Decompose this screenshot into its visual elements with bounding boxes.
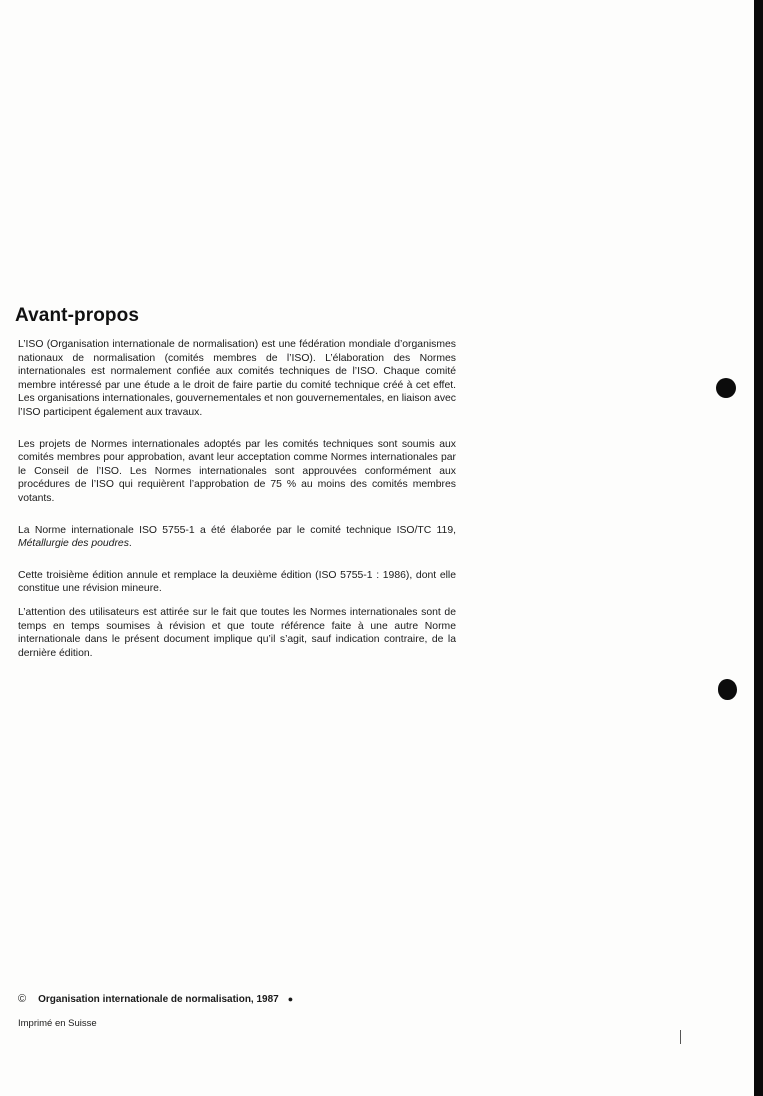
page-footer: [18, 993, 418, 1029]
punch-hole-icon: [716, 378, 736, 398]
page-title: Avant-propos: [15, 305, 139, 326]
committee-text: La Norme internationale ISO 5755-1 a été élaborée par le comité technique ISO/TC 119,: [18, 524, 456, 536]
committee-end: .: [128, 538, 132, 550]
bullet-icon: ●: [287, 994, 294, 1004]
paragraph-committee: [18, 524, 456, 551]
copyright-icon: ©: [18, 993, 27, 1005]
paragraph-approval: Les projets de Normes internationales adoptés par les comités techniques sont soumis aux comités membres pour approbation, avant leur acceptation comme Normes internationales par le Conseil de l’ISO. Les Normes internationales sont approuvées conformément aux procédures de l’ISO qui requièrent l’approbation de 75 % au moins des comités membres votants.: [18, 438, 456, 504]
paragraph-revision-notice: L’attention des utilisateurs est attirée sur le fait que toutes les Normes internationales sont de temps en temps soumises à révision et que toute référence faite à une autre Norme internationale dans le présent document implique qu’il s’agit, sauf indication contraire, de la dernière édition.: [18, 606, 456, 659]
margin-tick-mark: [680, 1030, 681, 1044]
printed-in: Imprimé en Suisse: [18, 1018, 97, 1029]
paragraph-iso-intro: L’ISO (Organisation internationale de normalisation) est une fédération mondiale d’organismes nationaux de normalisation (comités membres de l’ISO). L’élaboration des Normes internationales est normalement confiée aux comités techniques de l’ISO. Chaque comité membre intéressé par une étude a le droit de faire partie du comité technique créé à cet effet. Les organisations internationales, gouvernementales et non gouvernementales, en liaison avec l’ISO participent également aux travaux.: [18, 339, 456, 418]
copyright-line: [18, 993, 418, 1005]
copyright-text: Organisation internationale de normalisation, 1987: [38, 993, 279, 1005]
foreword-section: [15, 305, 456, 660]
committee-title: Métallurgie des poudres: [18, 538, 129, 550]
scan-edge-bar: [754, 0, 763, 1096]
paragraph-edition: Cette troisième édition annule et remplace la deuxième édition (ISO 5755-1 : 1986), dont elle constitue une révision mineure.: [18, 569, 456, 595]
punch-hole-icon: [718, 679, 737, 700]
